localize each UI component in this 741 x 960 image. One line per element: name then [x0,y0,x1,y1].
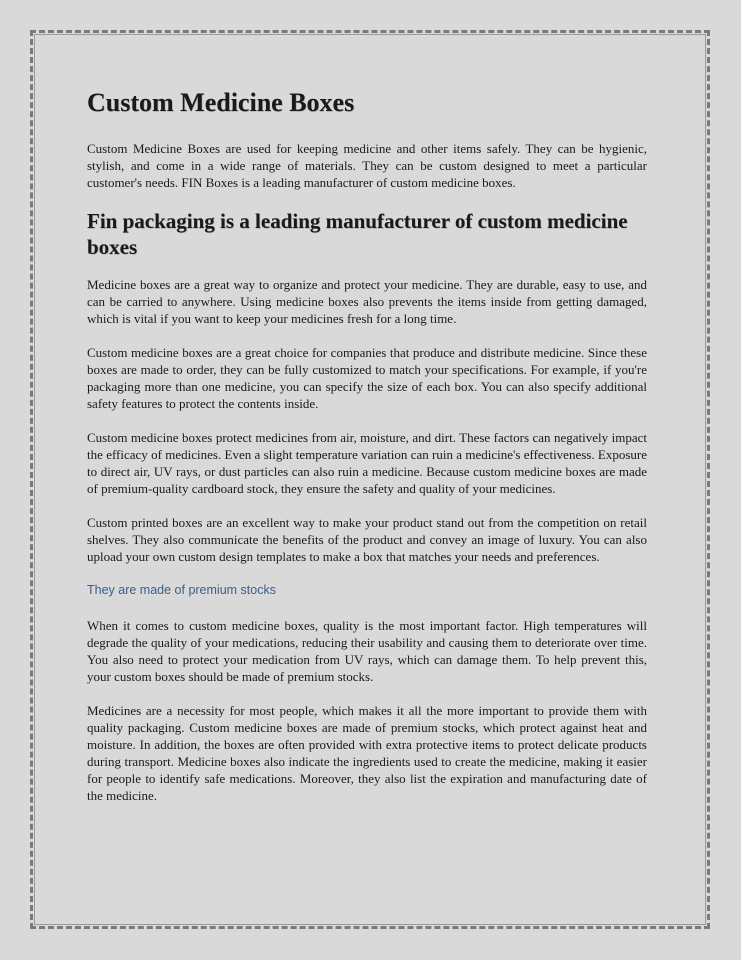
intro-paragraph: Custom Medicine Boxes are used for keeping medicine and other items safely. They can be hygienic, stylish, and come in a wide range of materials. They can be custom designed to meet a particular customer's needs. FIN Boxes is a leading manufacturer of custom medicine boxes. [87,141,647,190]
section-heading-manufacturer: Fin packaging is a leading manufacturer of custom medicine boxes [87,209,628,259]
document-body [87,86,647,821]
section-heading-premium-stocks: They are made of premium stocks [87,583,276,597]
page-title: Custom Medicine Boxes [87,88,355,117]
body-paragraph: Custom printed boxes are an excellent way to make your product stand out from the competition on retail shelves. They also communicate the benefits of the product and convey an image of luxury. You can also upload your own custom design templates to make a box that matches your needs and preferences. [87,515,647,564]
body-paragraph: Custom medicine boxes protect medicines from air, moisture, and dirt. These factors can negatively impact the efficacy of medicines. Even a slight temperature variation can ruin a medicine's effectiveness. Exposure to direct air, UV rays, or dust particles can also ruin a medicine. Because custom medicine boxes are made of premium-quality cardboard stock, they ensure the safety and quality of your medicines. [87,430,647,496]
body-paragraph: When it comes to custom medicine boxes, quality is the most important factor. High temperatures will degrade the quality of your medications, reducing their usability and causing them to deteriorate over time. You also need to protect your medication from UV rays, which can damage them. To help prevent this, your custom boxes should be made of premium stocks. [87,618,647,684]
body-paragraph: Medicine boxes are a great way to organize and protect your medicine. They are durable, easy to use, and can be carried to anywhere. Using medicine boxes also prevents the items inside from getting damaged, which is vital if you want to keep your medicines fresh for a long time. [87,277,647,326]
body-paragraph: Custom medicine boxes are a great choice for companies that produce and distribute medicine. Since these boxes are made to order, they can be fully customized to match your specifications. For example, if you're packaging more than one medicine, you can specify the size of each box. You can also specify additional safety features to protect the contents inside. [87,345,647,411]
body-paragraph: Medicines are a necessity for most people, which makes it all the more important to provide them with quality packaging. Custom medicine boxes are made of premium stocks, which protect against heat and moisture. In addition, the boxes are often provided with extra protective items to protect delicate products during transport. Medicine boxes also indicate the ingredients used to create the medicine, making it easier for people to identify safe medications. Moreover, they also list the expiration and manufacturing date of the medicine. [87,703,647,803]
